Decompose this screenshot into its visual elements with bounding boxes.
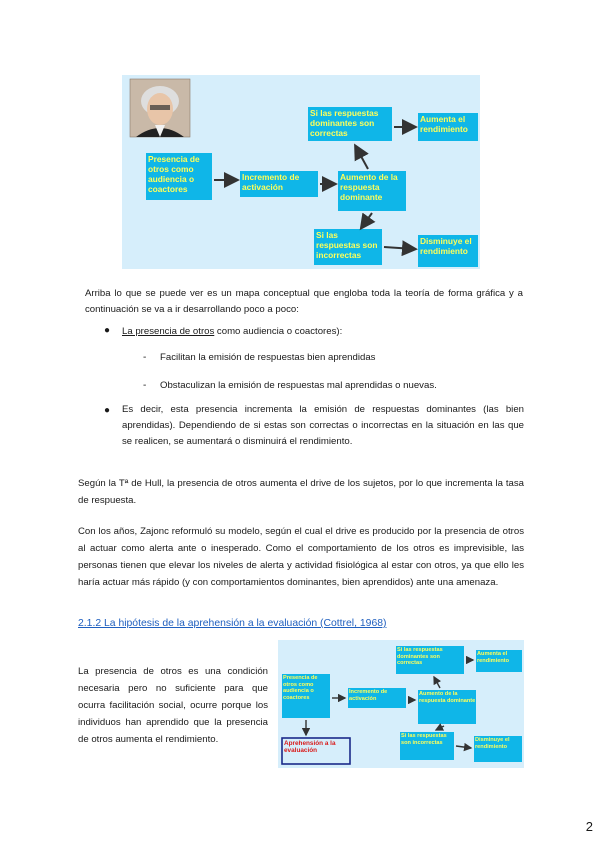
bullet-es-decir: Es decir, esta presencia incrementa la emisión de respuestas dominantes (las bien aprendidas). Dependiendo de si estas son correctas o incorrectas en la situación en las que se realicen, se aumentará o disminuirá el rendimiento. xyxy=(122,404,524,447)
paragraph-cottrel: La presencia de otros es una condición necesaria pero no suficiente para que ocurra facilitación social, ocurre porque los individuos han aprendido que la presencia de otros aumenta el rendimiento. xyxy=(78,666,268,745)
concept-map-1 xyxy=(122,75,480,269)
node2-incremento: Incremento de activación xyxy=(349,689,388,702)
page-number: 2 xyxy=(585,819,593,834)
paragraph-zajonc: Con los años, Zajonc reformuló su modelo, según el cual el drive es producido por la presencia de otros al actuar como alerta ante o inesperado. Como el comportamiento de los otros es imprevisible, las personas tienen que elevar los niveles de alerta y actividad fisiológica al estar con otros, ya que ello les haría actuar más rápido (y con comportamientos dominantes, bien aprendidos) ante una amenaza. xyxy=(78,526,524,588)
node2-incorrectas: Si las respuestas son incorrectas xyxy=(401,733,447,746)
node-aumento: Aumento de la respuesta dominante xyxy=(340,172,398,202)
dash-2: - xyxy=(143,380,147,391)
node-presencia: Presencia de otros como audiencia o coactores xyxy=(148,154,200,194)
node-aumenta: Aumenta el rendimiento xyxy=(420,114,468,134)
concept-map-2 xyxy=(278,640,524,768)
node2-aumenta: Aumenta el rendimiento xyxy=(477,651,510,664)
node-disminuye: Disminuye el rendimiento xyxy=(420,236,472,256)
node2-aprehension: Aprehensión a la evaluación xyxy=(284,740,336,755)
bullet-presencia-label: La presencia de otros xyxy=(122,326,215,337)
bullet-dot-1: ● xyxy=(104,325,111,336)
node-incremento: Incremento de activación xyxy=(242,172,300,192)
bullet-presencia xyxy=(122,324,522,340)
node2-aumento: Aumento de la respuesta dominante xyxy=(419,691,476,704)
paragraph-hull: Según la Tª de Hull, la presencia de otros aumenta el drive de los sujetos, por lo que incrementa la tasa de respuesta. xyxy=(78,478,524,506)
portrait-photo xyxy=(130,79,190,137)
bullet-dot-2: ● xyxy=(104,405,111,416)
node2-correctas: Si las respuestas dominantes son correctas xyxy=(397,647,443,667)
node2-disminuye: Disminuye el rendimiento xyxy=(475,737,510,750)
bullet-presencia-rest: como audiencia o coactores): xyxy=(214,326,343,337)
intro-paragraph: Arriba lo que se puede ver es un mapa conceptual que engloba toda la teoría de forma gráfica y a continuación se va a ir desarrollando poco a poco: xyxy=(85,288,523,315)
section-heading[interactable]: 2.1.2 La hipótesis de la aprehensión a la evaluación (Cottrel, 1968) xyxy=(78,618,387,629)
sub-item-obstaculizan: Obstaculizan la emisión de respuestas mal aprendidas o nuevas. xyxy=(160,380,437,391)
node-correctas: Si las respuestas dominantes son correctas xyxy=(310,108,379,138)
node-incorrectas: Si las respuestas son incorrectas xyxy=(316,230,378,260)
sub-item-facilitan: Facilitan la emisión de respuestas bien aprendidas xyxy=(160,352,376,363)
node2-presencia: Presencia de otros como audiencia o coactores xyxy=(283,675,318,701)
dash-1: - xyxy=(143,352,147,363)
